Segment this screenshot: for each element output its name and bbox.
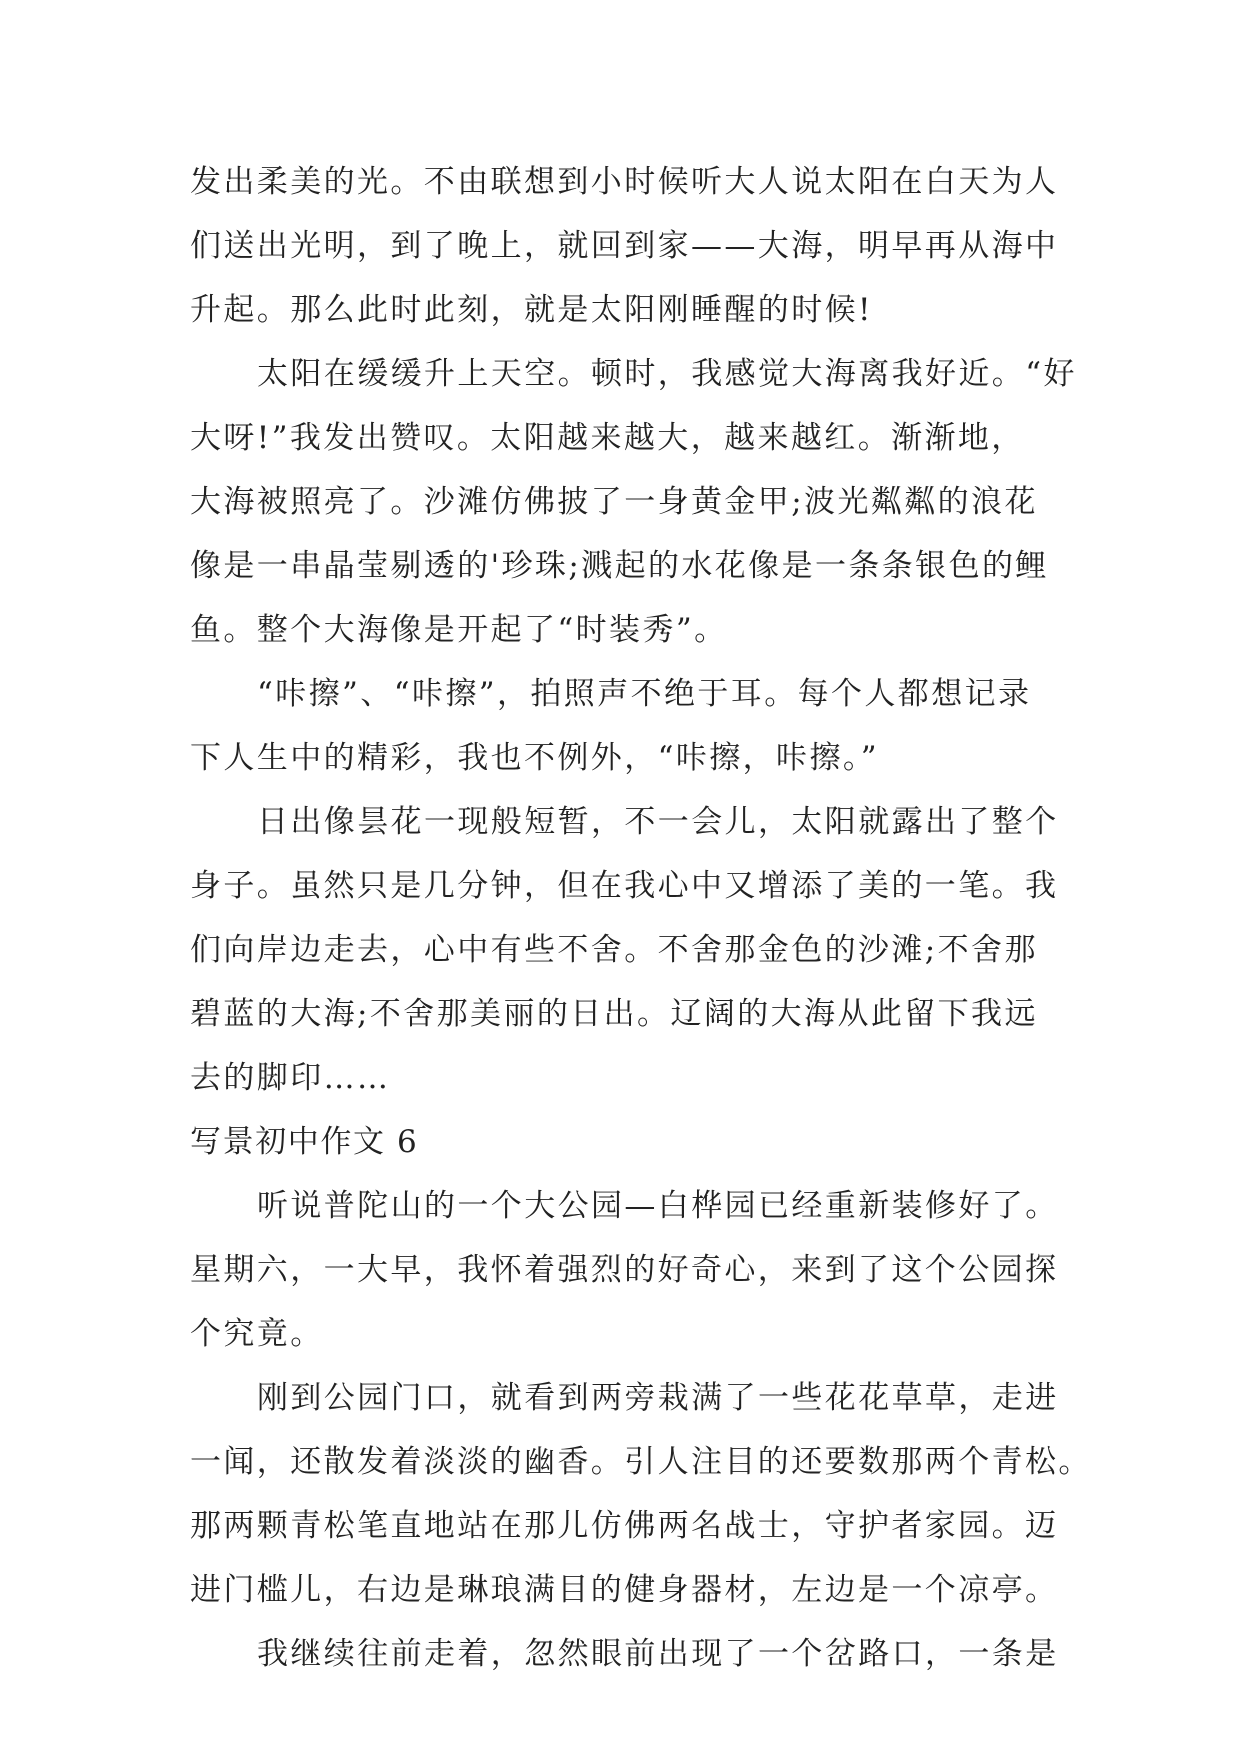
text-line: 进门槛儿，右边是琳琅满目的健身器材，左边是一个凉亭。: [190, 1572, 1059, 1608]
section-heading: 写景初中作文 6: [190, 1124, 419, 1160]
text-line: 升起。那么此时此刻，就是太阳刚睡醒的时候!: [190, 292, 873, 328]
text-line: 去的脚印……: [190, 1060, 391, 1096]
paragraph-first-line: 日出像昙花一现般短暂，不一会儿，太阳就露出了整个: [257, 804, 1059, 840]
text-line: 星期六，一大早，我怀着强烈的好奇心，来到了这个公园探: [190, 1252, 1059, 1288]
text-line: 大海被照亮了。沙滩仿佛披了一身黄金甲;波光粼粼的浪花: [190, 484, 1038, 520]
paragraph-first-line: 太阳在缓缓升上天空。顿时，我感觉大海离我好近。“好: [257, 356, 1077, 392]
text-line: 发出柔美的光。不由联想到小时候听大人说太阳在白天为人: [190, 164, 1059, 200]
text-line: 碧蓝的大海;不舍那美丽的日出。辽阔的大海从此留下我远: [190, 996, 1038, 1032]
paragraph-first-line: 听说普陀山的一个大公园—白桦园已经重新装修好了。: [257, 1188, 1059, 1224]
paragraph-first-line: 我继续往前走着，忽然眼前出现了一个岔路口，一条是: [257, 1636, 1059, 1672]
text-line: 个究竟。: [190, 1316, 324, 1352]
paragraph-first-line: 刚到公园门口，就看到两旁栽满了一些花花草草，走进: [257, 1380, 1059, 1416]
text-line: 下人生中的精彩，我也不例外，“咔擦，咔擦。”: [190, 740, 879, 776]
text-line: 们送出光明，到了晚上，就回到家——大海，明早再从海中: [190, 228, 1059, 264]
text-line: 身子。虽然只是几分钟，但在我心中又增添了美的一笔。我: [190, 868, 1059, 904]
text-line: 们向岸边走去，心中有些不舍。不舍那金色的沙滩;不舍那: [190, 932, 1038, 968]
text-line: 大呀!”我发出赞叹。太阳越来越大，越来越红。渐渐地，: [190, 420, 1025, 456]
essay-text: [190, 150, 1092, 1686]
paragraph-first-line: “咔擦”、“咔擦”，拍照声不绝于耳。每个人都想记录: [257, 676, 1032, 712]
text-line: 那两颗青松笔直地站在那儿仿佛两名战士，守护者家园。迈: [190, 1508, 1059, 1544]
text-line: 像是一串晶莹剔透的'珍珠;溅起的水花像是一条条银色的鲤: [190, 548, 1049, 584]
text-line: 鱼。整个大海像是开起了“时装秀”。: [190, 612, 728, 648]
text-line: 一闻，还散发着淡淡的幽香。引人注目的还要数那两个青松。: [190, 1444, 1092, 1480]
